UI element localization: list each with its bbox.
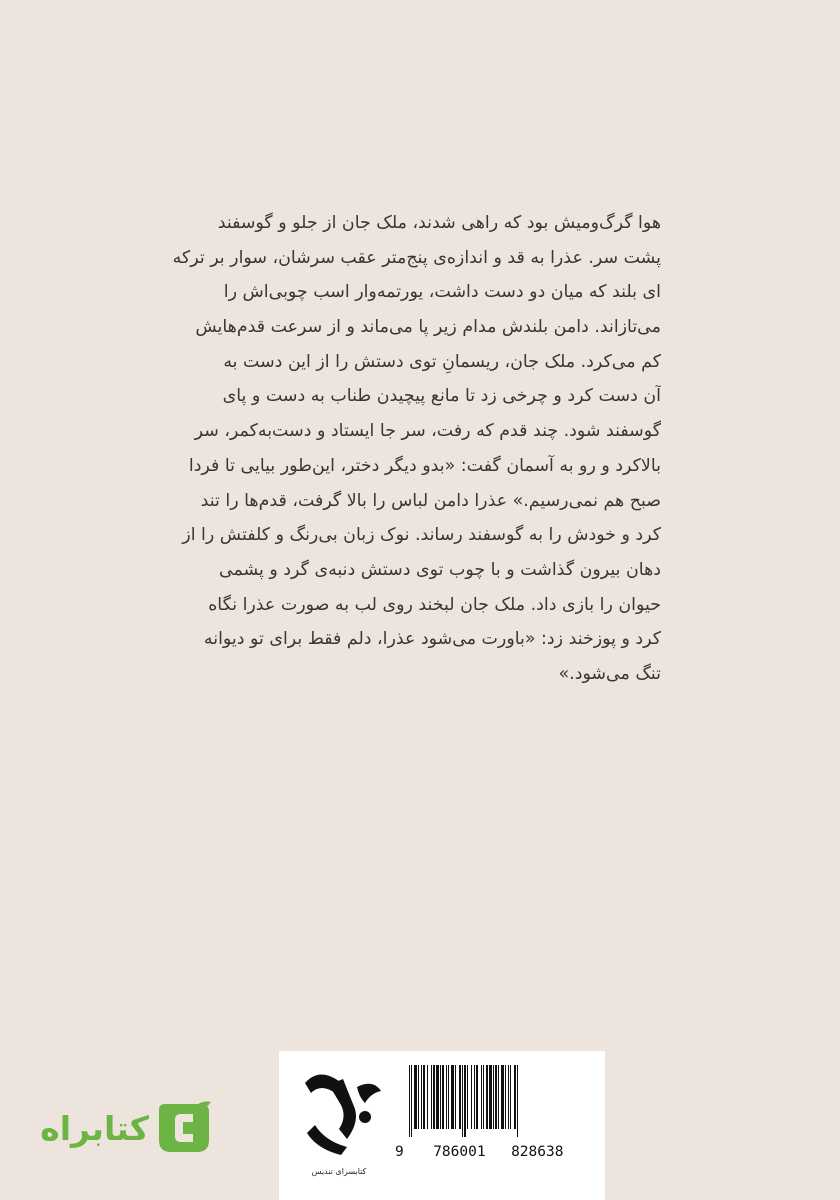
barcode-bar [476, 1065, 478, 1129]
barcode-bar [442, 1065, 444, 1129]
brand-name: کتابراه [40, 1108, 149, 1148]
barcode-bar [436, 1065, 439, 1129]
isbn-first-digit: 9 [395, 1144, 404, 1160]
ketabrah-logo-icon [155, 1100, 213, 1156]
barcode-bar [411, 1065, 412, 1137]
excerpt-line: کم می‌کرد. ملک جان، ریسمانِ توی دستش را از این دست به [223, 351, 661, 372]
barcode-bar [433, 1065, 435, 1129]
barcode-bar [459, 1065, 461, 1129]
isbn-group-2: 828638 [511, 1144, 564, 1160]
barcode-panel [279, 1051, 605, 1200]
ketabrah-brand [38, 1098, 213, 1158]
barcode-bar [483, 1065, 484, 1129]
publisher-name: کتابسرای تندیس [311, 1167, 367, 1176]
barcode-bar [446, 1065, 447, 1129]
publisher-logo-icon [295, 1063, 383, 1163]
barcode-bar [451, 1065, 454, 1129]
barcode-bar [414, 1065, 417, 1129]
barcode-bar [486, 1065, 488, 1129]
barcode-bar [510, 1065, 511, 1129]
excerpt-line: حیوان را بازی داد. ملک جان لبخند روی لب به صورت عذرا نگاه [208, 594, 661, 615]
isbn-barcode [407, 1065, 567, 1137]
barcode-bar [464, 1065, 466, 1137]
barcode-bar [455, 1065, 456, 1129]
barcode-bar [517, 1065, 518, 1137]
barcode-bar [508, 1065, 509, 1129]
excerpt-line: پشت سر. عذرا به قد و اندازه‌ی پنج‌متر عقب سرشان، سوار بر ترکه [172, 247, 661, 268]
barcode-bar [423, 1065, 425, 1129]
barcode-bar [498, 1065, 499, 1129]
excerpt-line: می‌تازاند. دامن بلندش مدام زیر پا می‌ماند و از سرعت قدم‌هایش [195, 317, 661, 338]
excerpt-line: آن دست کرد و چرخی زد تا مانع پیچیدن طناب به دست و پای [222, 386, 661, 407]
barcode-bar [493, 1065, 494, 1129]
excerpt-line: ای بلند که میان دو دست داشت، یورتمه‌وار اسب چوبی‌اش را [223, 282, 661, 303]
excerpt-line: هوا گرگ‌ومیش بود که راهی شدند، ملک جان از جلو و گوسفند [217, 213, 661, 233]
excerpt-line: کرد و پوزخند زد: «باورت می‌شود عذرا، دلم فقط برای تو دیوانه [203, 629, 661, 650]
excerpt-line: صبح هم نمی‌رسیم.» عذرا دامن لباس را بالا گرفت، قدم‌ها را تند [200, 490, 661, 511]
barcode-bar [489, 1065, 492, 1129]
excerpt-line: تنگ می‌شود.» [558, 663, 661, 684]
barcode-bar [501, 1065, 504, 1129]
isbn-group-1: 786001 [433, 1144, 486, 1160]
barcode-bar [514, 1065, 516, 1129]
barcode-bar [474, 1065, 475, 1129]
barcode-bar [418, 1065, 419, 1129]
barcode-bar [471, 1065, 472, 1129]
barcode-bar [448, 1065, 449, 1129]
excerpt-line: گوسفند شود. چند قدم که رفت، سر جا ایستاد و دست‌به‌کمر، سر [194, 421, 661, 442]
isbn-number [395, 1144, 595, 1160]
barcode-bar [495, 1065, 497, 1129]
barcode-bar [427, 1065, 428, 1129]
excerpt-paragraph [158, 206, 661, 692]
barcode-bar [462, 1065, 463, 1137]
barcode-bar [421, 1065, 422, 1129]
barcode-bar [467, 1065, 468, 1129]
excerpt-line: کرد و خودش را به گوسفند رساند. نوک زبان بی‌رنگ و کلفتش را از [182, 525, 661, 546]
barcode-bar [505, 1065, 506, 1129]
barcode-bar [481, 1065, 482, 1129]
barcode-bar [431, 1065, 432, 1129]
excerpt-line: دهان بیرون گذاشت و با چوب توی دستش دنبه‌ی گرد و پشمی [218, 559, 661, 580]
excerpt-line: بالاکرد و رو به آسمان گفت: «بدو دیگر دختر، این‌طور بیایی تا فردا [188, 455, 661, 476]
barcode-bar [409, 1065, 410, 1137]
barcode-bar [440, 1065, 441, 1129]
publisher-logo [295, 1063, 383, 1191]
